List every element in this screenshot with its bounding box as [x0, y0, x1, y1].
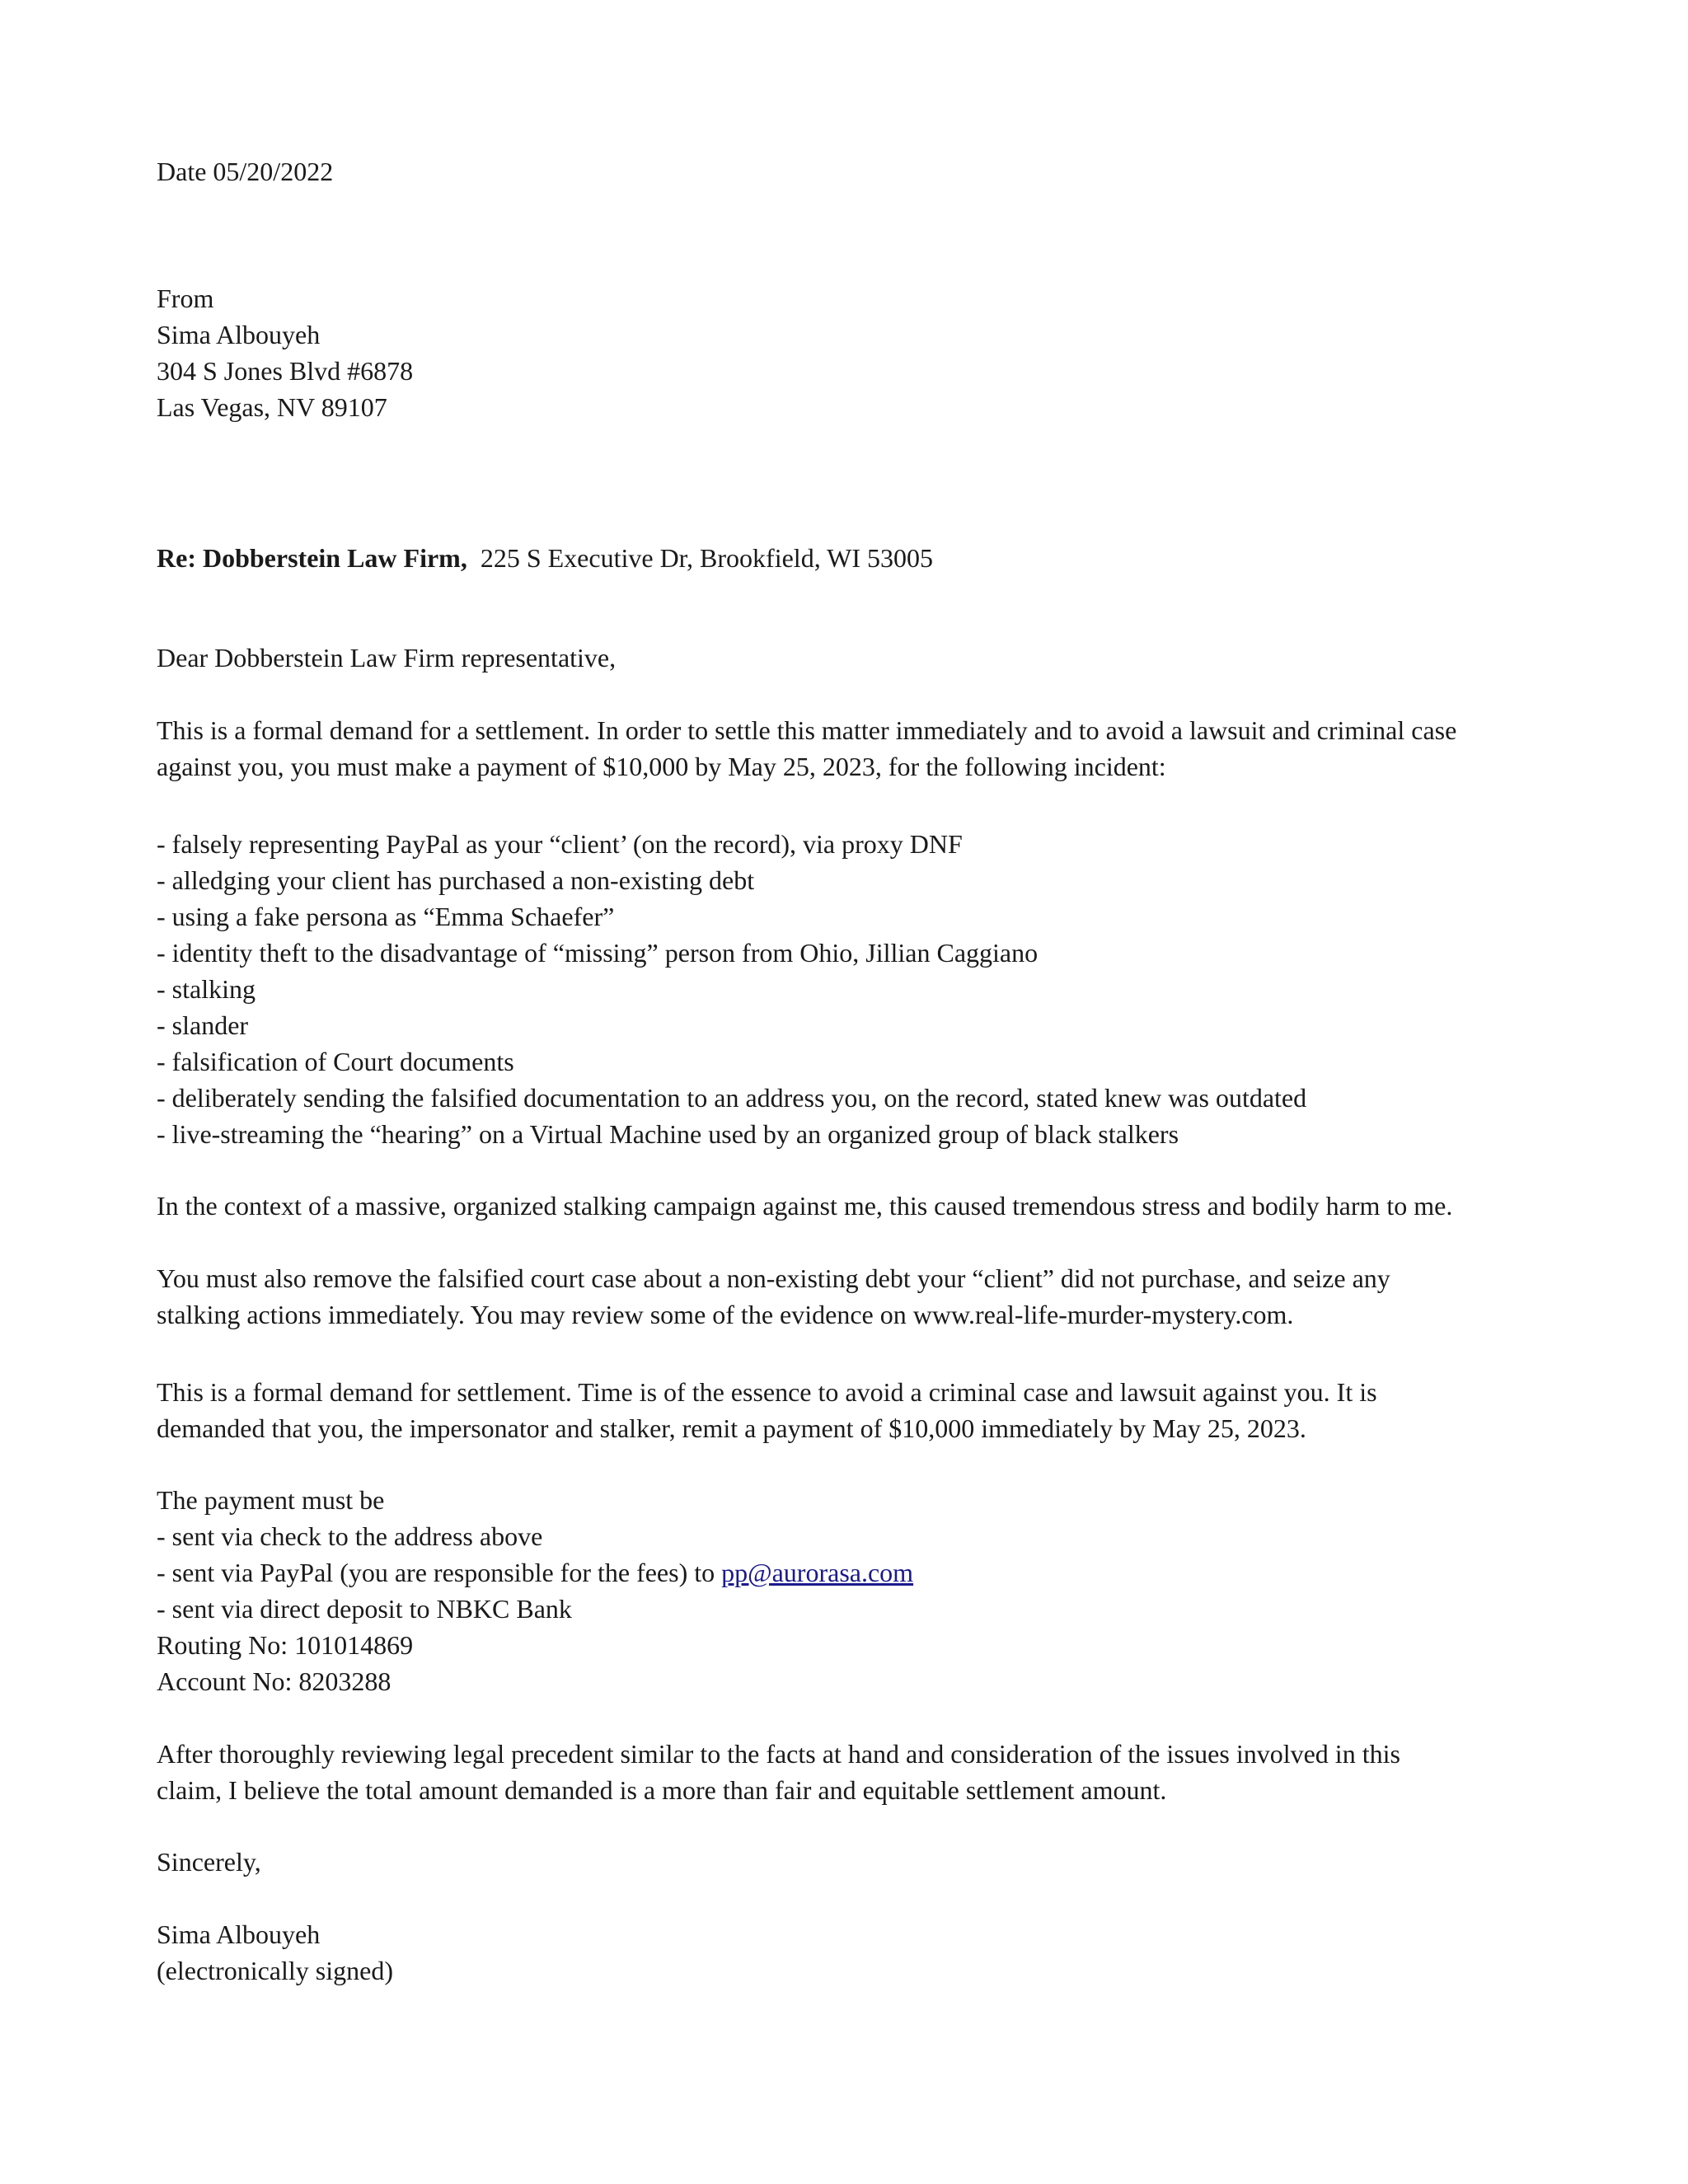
- sender-label: From: [157, 284, 214, 313]
- signature-name: Sima Albouyeh: [157, 1919, 321, 1949]
- closing: [157, 1844, 1541, 1880]
- sender-address: [157, 280, 1541, 425]
- payment-check: - sent via check to the address above: [157, 1521, 543, 1551]
- incident-list: [157, 826, 1541, 1152]
- list-item: - deliberately sending the falsified documentation to an address you, on the record, stated knew was outdated: [157, 1083, 1307, 1113]
- list-item: - using a fake persona as “Emma Schaefer”: [157, 902, 615, 931]
- paragraph-context-text: In the context of a massive, organized stalking campaign against me, this caused tremendous stress and bodily harm to me.: [157, 1191, 1453, 1221]
- salutation: [157, 640, 1541, 676]
- paragraph-remove-line-1: You must also remove the falsified court case about a non-existing debt your “client” did not purchase, and seize any: [157, 1263, 1390, 1293]
- payment-deposit: - sent via direct deposit to NBKC Bank: [157, 1594, 572, 1624]
- sender-street: 304 S Jones Blvd #6878: [157, 356, 414, 386]
- paypal-email-link[interactable]: pp@aurorasa.com: [721, 1558, 914, 1587]
- payment-instructions: [157, 1482, 1541, 1699]
- signature-note: (electronically signed): [157, 1956, 393, 1985]
- paragraph-demand-line-1: This is a formal demand for a settlement. In order to settle this matter immediately and to avoid a lawsuit and criminal case: [157, 715, 1457, 745]
- list-item: - slander: [157, 1010, 249, 1040]
- paragraph-remove-line-2: stalking actions immediately. You may review some of the evidence on www.real-life-murder-mystery.com.: [157, 1300, 1294, 1329]
- salutation-text: Dear Dobberstein Law Firm representative,: [157, 643, 617, 673]
- paragraph-demand: [157, 712, 1541, 785]
- payment-paypal: [157, 1554, 1541, 1591]
- paragraph-settlement-line-1: This is a formal demand for settlement. Time is of the essence to avoid a criminal case and lawsuit against you. It is: [157, 1377, 1377, 1407]
- sender-city: Las Vegas, NV 89107: [157, 392, 387, 422]
- paragraph-precedent-line-1: After thoroughly reviewing legal precedent similar to the facts at hand and consideration of the issues involved in this: [157, 1739, 1400, 1769]
- date-text: Date 05/20/2022: [157, 157, 334, 186]
- list-item: - falsely representing PayPal as your “client’ (on the record), via proxy DNF: [157, 829, 963, 859]
- payment-account: Account No: 8203288: [157, 1666, 392, 1696]
- sender-name: Sima Albouyeh: [157, 320, 321, 349]
- paragraph-settlement-line-2: demanded that you, the impersonator and stalker, remit a payment of $10,000 immediately by May 25, 2023.: [157, 1413, 1306, 1443]
- paragraph-precedent: [157, 1736, 1541, 1808]
- re-address: 225 S Executive Dr, Brookfield, WI 53005: [480, 543, 933, 573]
- paragraph-settlement: [157, 1374, 1541, 1446]
- closing-text: Sincerely,: [157, 1847, 261, 1877]
- paragraph-precedent-line-2: claim, I believe the total amount demanded is a more than fair and equitable settlement amount.: [157, 1775, 1167, 1805]
- paragraph-context: [157, 1188, 1541, 1224]
- payment-intro: The payment must be: [157, 1485, 385, 1515]
- list-item: - identity theft to the disadvantage of “missing” person from Ohio, Jillian Caggiano: [157, 938, 1039, 968]
- payment-paypal-prefix: - sent via PayPal (you are responsible for the fees) to: [157, 1558, 722, 1587]
- paragraph-remove: [157, 1260, 1541, 1333]
- re-line: [157, 540, 1541, 576]
- list-item: - alledging your client has purchased a non-existing debt: [157, 865, 755, 895]
- list-item: - falsification of Court documents: [157, 1047, 514, 1076]
- list-item: - stalking: [157, 974, 256, 1004]
- paragraph-demand-line-2: against you, you must make a payment of $10,000 by May 25, 2023, for the following incident:: [157, 752, 1166, 781]
- date-line: [157, 153, 1541, 190]
- list-item: - live-streaming the “hearing” on a Virtual Machine used by an organized group of black stalkers: [157, 1119, 1179, 1149]
- re-label: Re: Dobberstein Law Firm,: [157, 543, 467, 573]
- payment-routing: Routing No: 101014869: [157, 1630, 414, 1660]
- signature-block: [157, 1916, 1541, 1989]
